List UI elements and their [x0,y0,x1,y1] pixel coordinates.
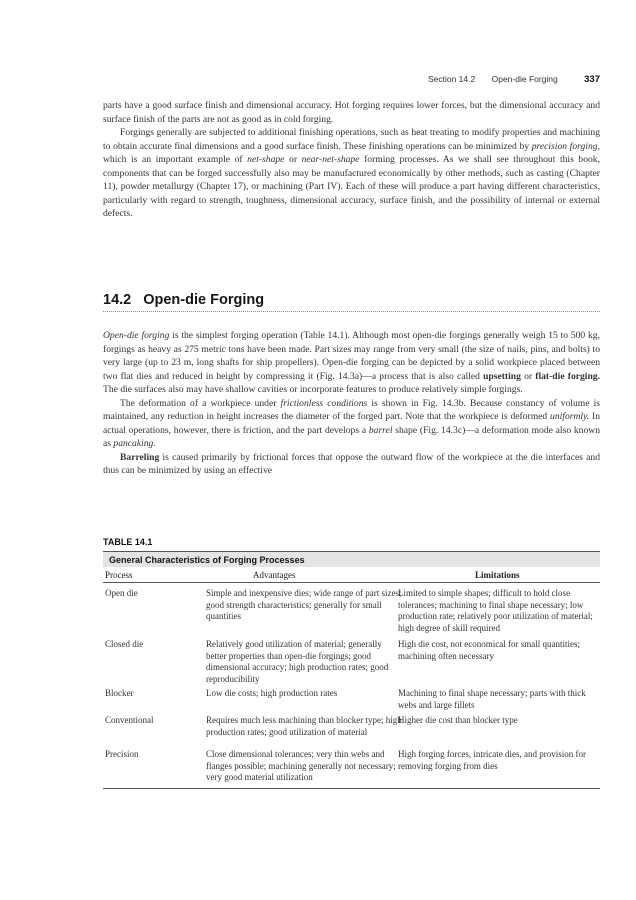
cell-process: Conventional [105,715,154,725]
section-heading [103,292,600,312]
cell-limitations: High die cost, not economical for small quantities; machining often necessary [398,639,580,661]
cell-limitations: High forging forces, intricate dies, and provision for removing forging from dies [398,749,587,771]
header-topic: Open-die Forging [491,74,558,84]
cell-process: Closed die [105,639,144,649]
page-number: 337 [584,74,600,85]
intro-paragraph-1: parts have a good surface finish and dimensional accuracy. Hot forging requires lower forces, but the dimensional accuracy and surface finish of the parts are not as good as in cold forging. [103,100,600,125]
section-number: 14.2 [103,292,132,308]
section-title: Open-die Forging [143,292,265,308]
intro-paragraph-2: Forgings generally are subjected to additional finishing operations, such as heat treating to modify properties and machining to obtain accurate final dimensions and a good surface finish. These finishing operations can be minimized by precision forging, which is an important example of net-shape or near-net-shape forming processes. As we shall see throughout this book, components that can be forged successfully also may be manufactured economically by other methods, such as casting (Chapter 11), powder metallurgy (Chapter 17), or machining (Part IV). Each of these will produce a part having different characteristics, particularly with regard to strength, toughness, dimensional accuracy, surface finish, and the possibility of internal or external defects. [103,127,600,219]
cell-limitations: Limited to simple shapes; difficult to hold close tolerances; machining to final shape necessary; low production rate; relatively poor utilization of material; high degree of skill required [398,588,593,634]
header-section: Section 14.2 [427,74,476,84]
header-advantages: Advantages [253,570,296,580]
section-body-text [103,329,600,478]
cell-advantages: Requires much less machining than blocker type; high production rates; good utilization of material [206,715,402,737]
table-header-row [103,568,600,583]
cell-limitations: Higher die cost than blocker type [398,715,518,725]
term-precision-forging: precision forging [531,140,598,152]
cell-process: Precision [105,749,139,759]
term-net-shape: net-shape [247,154,285,165]
cell-advantages: Simple and inexpensive dies; wide range of part sizes; good strength characteristics; generally for small quantities [206,588,402,622]
cell-advantages: Relatively good utilization of material; generally better properties than open-die forgings; good dimensional accuracy; high production rates; good reproducibility [206,639,389,685]
table-title: General Characteristics of Forging Processes [103,551,600,567]
cell-process: Open die [105,588,138,598]
header-limitations: Limitations [475,570,520,580]
body-paragraph-1: Open-die forging is the simplest forging operation (Table 14.1). Although most open-die forgings generally weigh 15 to 500 kg, forgings as heavy as 275 metric tons have been made. Part sizes may range from very small (the size of nails, pins, and bolts) to very large (up to 23 m, long shafts for ship propellers). Open-die forging can be depicted by a solid workpiece placed between two flat dies and reduced in height by compressing it (Fig. 14.3a)—a process that is also called upsetting or flat-die forging. The die surfaces also may have shallow cavities or incorporate features to produce relatively simple forgings. [103,330,600,395]
cell-advantages: Low die costs; high production rates [206,688,338,698]
table-label: TABLE 14.1 [103,537,153,547]
term-near-net-shape: near-net-shape [301,154,360,165]
header-process: Process [105,570,133,580]
cell-advantages: Close dimensional tolerances; very thin webs and flanges possible; machining generally not necessary; very good material utilization [206,749,396,783]
running-header [100,74,600,85]
body-paragraph-2: The deformation of a workpiece under frictionless conditions is shown in Fig. 14.3b. Because constancy of volume is maintained, any reduction in height increases the diameter of the forged part. Note that the workpiece is deformed uniformly. In actual operations, however, there is friction, and the part develops a barrel shape (Fig. 14.3c)—a deformation mode also known as pancaking. [103,397,601,449]
body-paragraph-3: Barreling is caused primarily by frictional forces that oppose the outward flow of the workpiece at the die interfaces and thus can be minimized by using an effective [103,451,600,476]
table-bottom-rule [103,788,600,789]
intro-text-block [103,99,600,221]
cell-limitations: Machining to final shape necessary; parts with thick webs and large fillets [398,688,586,710]
cell-process: Blocker [105,688,134,698]
